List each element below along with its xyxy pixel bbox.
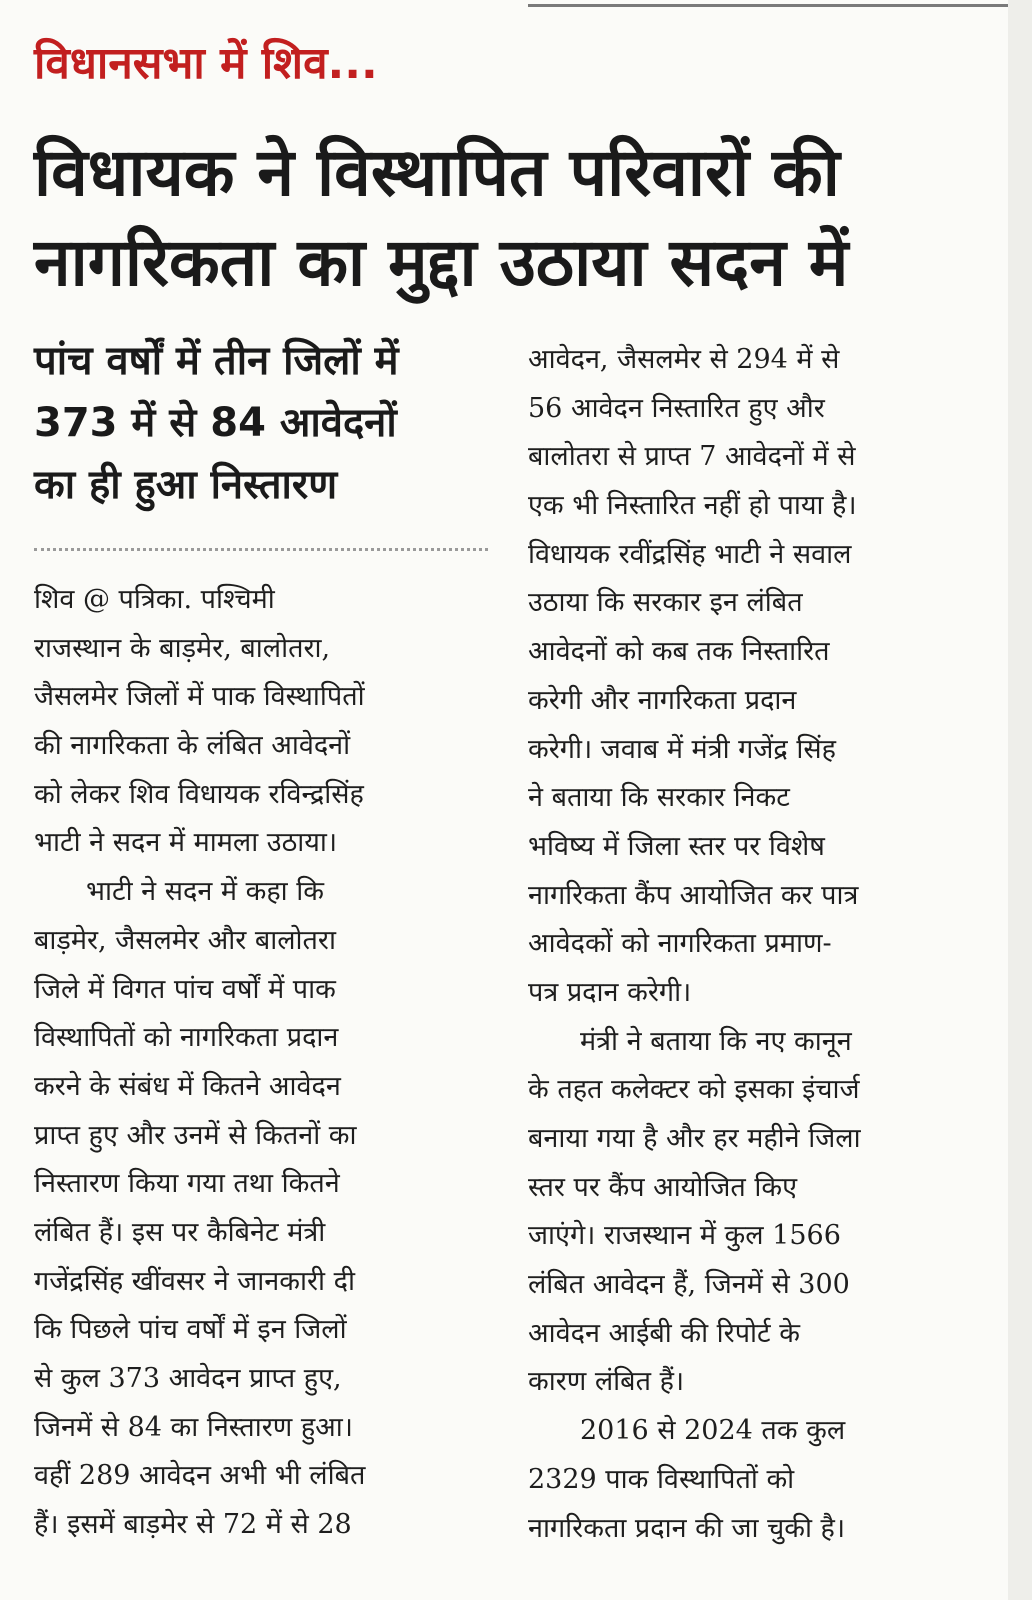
article-line: को लेकर शिव विधायक रविन्द्रसिंह xyxy=(34,778,364,810)
subheadline xyxy=(34,330,494,516)
article-line: करेगी। जवाब में मंत्री गजेंद्र सिंह xyxy=(528,733,836,765)
article-line: से कुल 373 आवेदन प्राप्त हुए, xyxy=(34,1363,342,1394)
article-line: नागरिकता प्रदान की जा चुकी है। xyxy=(528,1512,846,1544)
top-rule xyxy=(528,4,1014,7)
article-line: हैं। इसमें बाड़मेर से 72 में से 28 xyxy=(34,1509,352,1541)
subhead-line: का ही हुआ निस्तारण xyxy=(34,462,338,508)
article-column-left xyxy=(34,576,486,1550)
article-line: मंत्री ने बताया कि नए कानून xyxy=(580,1025,852,1057)
article-line: करने के संबंध में कितने आवेदन xyxy=(34,1070,341,1102)
article-line: कि पिछले पांच वर्षों में इन जिलों xyxy=(34,1314,347,1346)
article-line: विधायक रवींद्रसिंह भाटी ने सवाल xyxy=(528,538,852,570)
article-line: जैसलमेर जिलों में पाक विस्थापितों xyxy=(34,681,365,713)
article-line: की नागरिकता के लंबित आवेदनों xyxy=(34,730,351,762)
article-line: राजस्थान के बाड़मेर, बालोतरा, xyxy=(34,632,331,664)
article-line: उठाया कि सरकार इन लंबित xyxy=(528,587,803,619)
article-column-right xyxy=(528,336,980,1553)
article-line: बाड़मेर, जैसलमेर और बालोतरा xyxy=(34,924,336,956)
article-line: आवेदन आईबी की रिपोर्ट के xyxy=(528,1317,800,1349)
subhead-line: पांच वर्षों में तीन जिलों में xyxy=(34,338,399,384)
article-line: पत्र प्रदान करेगी। xyxy=(528,976,692,1008)
article-line: विस्थापितों को नागरिकता प्रदान xyxy=(34,1022,339,1054)
article-line: करेगी और नागरिकता प्रदान xyxy=(528,684,797,716)
article-line: जिले में विगत पांच वर्षों में पाक xyxy=(34,973,336,1005)
article-line: लंबित आवेदन हैं, जिनमें से 300 xyxy=(528,1269,850,1301)
article-line: जाएंगे। राजस्थान में कुल 1566 xyxy=(528,1220,841,1252)
article-line: आवेदनों को कब तक निस्तारित xyxy=(528,636,830,668)
article-line: आवेदन, जैसलमेर से 294 में से xyxy=(528,344,840,375)
kicker: विधानसभा में शिव... xyxy=(34,38,378,89)
article-line: वहीं 289 आवेदन अभी भी लंबित xyxy=(34,1460,366,1492)
article-line: बनाया गया है और हर महीने जिला xyxy=(528,1123,861,1154)
headline xyxy=(34,128,994,308)
article-line: लंबित हैं। इस पर कैबिनेट मंत्री xyxy=(34,1216,326,1248)
article-line: नागरिकता कैंप आयोजित कर पात्र xyxy=(528,879,859,911)
article-line: बालोतरा से प्राप्त 7 आवेदनों में से xyxy=(528,441,856,473)
article-line: 2016 से 2024 तक कुल xyxy=(580,1415,846,1447)
dotted-divider xyxy=(34,548,488,551)
article-line: ने बताया कि सरकार निकट xyxy=(528,782,790,814)
article-line: जिनमें से 84 का निस्तारण हुआ। xyxy=(34,1411,353,1443)
headline-line: विधायक ने विस्थापित परिवारों की xyxy=(34,134,840,211)
article-line: एक भी निस्तारित नहीं हो पाया है। xyxy=(528,490,857,522)
article-line: के तहत कलेक्टर को इसका इंचार्ज xyxy=(528,1074,860,1106)
article-line: स्तर पर कैंप आयोजित किए xyxy=(528,1171,798,1203)
article-line: भाटी ने सदन में कहा कि xyxy=(86,876,324,908)
article-line: 2329 पाक विस्थापितों को xyxy=(528,1463,795,1495)
article-line: भविष्य में जिला स्तर पर विशेष xyxy=(528,830,825,862)
article-line: भाटी ने सदन में मामला उठाया। xyxy=(34,827,338,859)
article-line: कारण लंबित हैं। xyxy=(528,1366,685,1398)
article-line: प्राप्त हुए और उनमें से कितनों का xyxy=(34,1119,357,1151)
article-line: गजेंद्रसिंह खींवसर ने जानकारी दी xyxy=(34,1265,355,1297)
article-line: 56 आवेदन निस्तारित हुए और xyxy=(528,392,825,424)
page-edge xyxy=(1008,0,1032,1600)
subhead-line: 373 में से 84 आवेदनों xyxy=(34,400,397,446)
article-line: शिव @ पत्रिका. पश्चिमी xyxy=(34,584,275,615)
article-line: निस्तारण किया गया तथा कितने xyxy=(34,1168,340,1200)
headline-line: नागरिकता का मुद्दा उठाया सदन में xyxy=(34,224,849,301)
article-line: आवेदकों को नागरिकता प्रमाण- xyxy=(528,928,832,960)
